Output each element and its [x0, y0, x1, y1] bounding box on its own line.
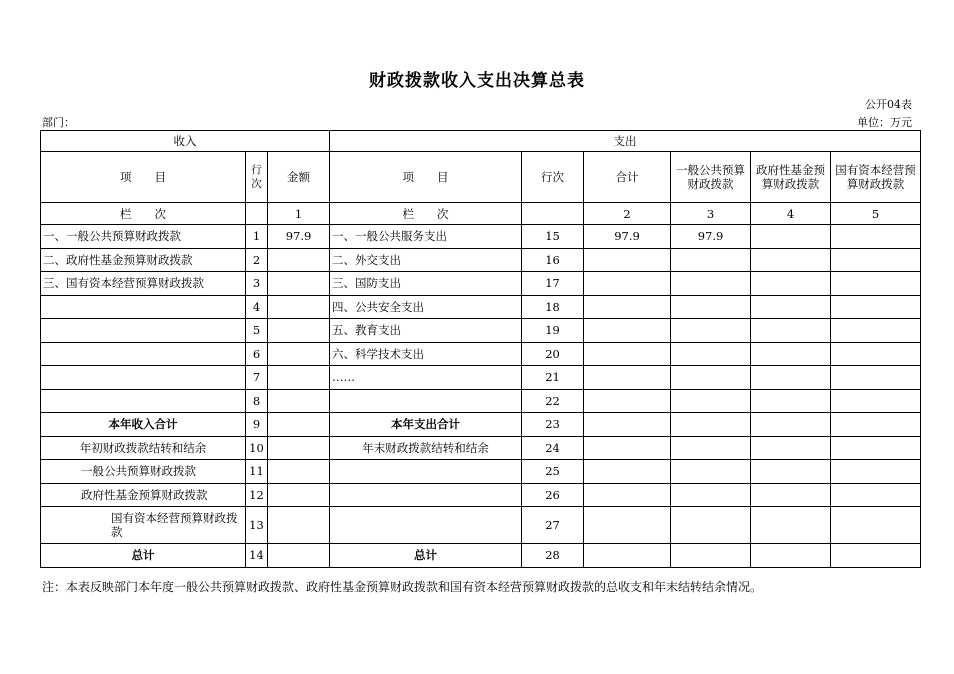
general-budget-cell — [671, 342, 751, 366]
total-header: 合计 — [584, 152, 671, 203]
income-item-cell — [41, 342, 246, 366]
amount-header: 金额 — [268, 152, 330, 203]
general-budget-cell — [671, 460, 751, 484]
state-capital-cell — [831, 483, 921, 507]
gov-fund-cell — [751, 342, 831, 366]
state-capital-header: 国有资本经营预算财政拨款 — [831, 152, 921, 203]
income-row-no-cell: 9 — [246, 413, 268, 437]
gov-fund-cell — [751, 544, 831, 568]
lanci-col-5: 5 — [831, 203, 921, 225]
income-item-cell: 三、国有资本经营预算财政拨款 — [41, 272, 246, 296]
state-capital-cell — [831, 295, 921, 319]
income-item-cell: 一般公共预算财政拨款 — [41, 460, 246, 484]
income-amount-cell — [268, 248, 330, 272]
income-amount-cell — [268, 366, 330, 390]
expense-row-no-cell: 22 — [522, 389, 584, 413]
income-row-no-cell: 6 — [246, 342, 268, 366]
general-budget-cell — [671, 436, 751, 460]
income-amount-cell — [268, 389, 330, 413]
income-row-no-cell: 2 — [246, 248, 268, 272]
expense-item-cell — [330, 389, 522, 413]
state-capital-cell — [831, 319, 921, 343]
gov-fund-cell — [751, 248, 831, 272]
expense-row-no-header: 行次 — [522, 152, 584, 203]
general-budget-cell — [671, 319, 751, 343]
expense-row-no-cell: 19 — [522, 319, 584, 343]
expense-item-cell: 一、一般公共服务支出 — [330, 225, 522, 249]
general-budget-cell — [671, 507, 751, 544]
state-capital-cell — [831, 272, 921, 296]
expense-row-no-cell: 26 — [522, 483, 584, 507]
income-row-no-cell: 5 — [246, 319, 268, 343]
expense-row-no-cell: 25 — [522, 460, 584, 484]
expense-total-cell — [584, 248, 671, 272]
state-capital-cell — [831, 389, 921, 413]
income-amount-cell — [268, 436, 330, 460]
page-title: 财政拨款收入支出决算总表 — [369, 71, 585, 91]
income-item-cell: 二、政府性基金预算财政拨款 — [41, 248, 246, 272]
state-capital-cell — [831, 507, 921, 544]
income-item-cell — [41, 319, 246, 343]
income-row-no-cell: 4 — [246, 295, 268, 319]
income-row-no-cell: 7 — [246, 366, 268, 390]
lanci-col-2: 2 — [584, 203, 671, 225]
lanci-empty-1 — [246, 203, 268, 225]
state-capital-cell — [831, 248, 921, 272]
lanci-col-3: 3 — [671, 203, 751, 225]
lanci-label-expense: 栏 次 — [330, 203, 522, 225]
expense-total-cell — [584, 544, 671, 568]
income-amount-cell — [268, 295, 330, 319]
general-budget-cell — [671, 295, 751, 319]
income-item-cell — [41, 295, 246, 319]
expense-total-cell — [584, 295, 671, 319]
expense-item-cell — [330, 507, 522, 544]
expense-item-cell: 六、科学技术支出 — [330, 342, 522, 366]
expense-item-header: 项 目 — [330, 152, 522, 203]
income-row-no-cell: 8 — [246, 389, 268, 413]
table-row — [41, 436, 921, 460]
header-row-columns — [41, 152, 921, 203]
budget-summary-table — [40, 130, 921, 568]
expense-row-no-cell: 18 — [522, 295, 584, 319]
income-item-cell: 本年收入合计 — [41, 413, 246, 437]
expense-row-no-cell: 16 — [522, 248, 584, 272]
expense-item-cell — [330, 460, 522, 484]
table-number: 公开04表 — [865, 98, 912, 111]
income-item-cell: 年初财政拨款结转和结余 — [41, 436, 246, 460]
income-amount-cell — [268, 544, 330, 568]
gov-fund-cell — [751, 225, 831, 249]
gov-fund-cell — [751, 295, 831, 319]
expense-item-cell: 三、国防支出 — [330, 272, 522, 296]
income-amount-cell — [268, 272, 330, 296]
general-budget-cell: 97.9 — [671, 225, 751, 249]
expense-row-no-cell: 28 — [522, 544, 584, 568]
gov-fund-cell — [751, 366, 831, 390]
state-capital-cell — [831, 544, 921, 568]
income-amount-cell — [268, 413, 330, 437]
expense-row-no-cell: 21 — [522, 366, 584, 390]
income-item-header: 项 目 — [41, 152, 246, 203]
gov-fund-cell — [751, 460, 831, 484]
income-amount-cell — [268, 319, 330, 343]
gov-fund-cell — [751, 413, 831, 437]
gov-fund-header: 政府性基金预算财政拨款 — [751, 152, 831, 203]
state-capital-cell — [831, 413, 921, 437]
footnote: 注：本表反映部门本年度一般公共预算财政拨款、政府性基金预算财政拨款和国有资本经营预算财政拨款的总收支和年末结转结余情况。 — [42, 580, 763, 594]
table-row — [41, 248, 921, 272]
expense-total-cell — [584, 413, 671, 437]
lanci-col-4: 4 — [751, 203, 831, 225]
income-item-cell: 一、一般公共预算财政拨款 — [41, 225, 246, 249]
expense-row-no-cell: 24 — [522, 436, 584, 460]
income-item-cell: 国有资本经营预算财政拨款 — [41, 507, 246, 544]
state-capital-cell — [831, 342, 921, 366]
gov-fund-cell — [751, 319, 831, 343]
income-row-no-cell: 11 — [246, 460, 268, 484]
table-row — [41, 413, 921, 437]
table-row — [41, 225, 921, 249]
income-amount-cell — [268, 483, 330, 507]
state-capital-cell — [831, 366, 921, 390]
gov-fund-cell — [751, 436, 831, 460]
gov-fund-cell — [751, 389, 831, 413]
expense-total-cell: 97.9 — [584, 225, 671, 249]
income-row-no-cell: 3 — [246, 272, 268, 296]
income-amount-cell — [268, 460, 330, 484]
income-amount-cell: 97.9 — [268, 225, 330, 249]
income-row-no-cell: 13 — [246, 507, 268, 544]
lanci-label-income: 栏 次 — [41, 203, 246, 225]
expense-item-cell — [330, 483, 522, 507]
expense-item-cell: 年末财政拨款结转和结余 — [330, 436, 522, 460]
income-row-no-header: 行次 — [246, 152, 268, 203]
table-row — [41, 272, 921, 296]
lanci-col-1: 1 — [268, 203, 330, 225]
expense-row-no-cell: 17 — [522, 272, 584, 296]
expense-total-cell — [584, 436, 671, 460]
general-budget-cell — [671, 389, 751, 413]
general-budget-cell — [671, 248, 751, 272]
general-budget-cell — [671, 272, 751, 296]
expense-total-cell — [584, 389, 671, 413]
expense-total-cell — [584, 272, 671, 296]
income-item-cell — [41, 366, 246, 390]
lanci-empty-2 — [522, 203, 584, 225]
expense-total-cell — [584, 342, 671, 366]
table-row — [41, 389, 921, 413]
general-budget-header: 一般公共预算财政拨款 — [671, 152, 751, 203]
expense-row-no-cell: 15 — [522, 225, 584, 249]
income-row-no-cell: 10 — [246, 436, 268, 460]
general-budget-cell — [671, 413, 751, 437]
expense-row-no-cell: 23 — [522, 413, 584, 437]
expense-header: 支出 — [330, 131, 921, 152]
table-row — [41, 366, 921, 390]
state-capital-cell — [831, 460, 921, 484]
expense-total-cell — [584, 319, 671, 343]
table-row — [41, 319, 921, 343]
income-item-cell: 政府性基金预算财政拨款 — [41, 483, 246, 507]
expense-row-no-cell: 20 — [522, 342, 584, 366]
expense-total-cell — [584, 366, 671, 390]
expense-total-cell — [584, 460, 671, 484]
gov-fund-cell — [751, 483, 831, 507]
unit-label: 单位：万元 — [857, 116, 912, 129]
header-row-sections — [41, 131, 921, 152]
table-row — [41, 544, 921, 568]
state-capital-cell — [831, 436, 921, 460]
table-row — [41, 507, 921, 544]
expense-row-no-cell: 27 — [522, 507, 584, 544]
expense-total-cell — [584, 483, 671, 507]
expense-item-cell: …… — [330, 366, 522, 390]
state-capital-cell — [831, 225, 921, 249]
column-index-row — [41, 203, 921, 225]
table-row — [41, 483, 921, 507]
expense-item-cell: 总计 — [330, 544, 522, 568]
general-budget-cell — [671, 544, 751, 568]
table-row — [41, 460, 921, 484]
expense-item-cell: 本年支出合计 — [330, 413, 522, 437]
department-label: 部门： — [42, 116, 75, 129]
income-item-cell: 总计 — [41, 544, 246, 568]
expense-total-cell — [584, 507, 671, 544]
gov-fund-cell — [751, 507, 831, 544]
income-amount-cell — [268, 507, 330, 544]
income-row-no-cell: 14 — [246, 544, 268, 568]
general-budget-cell — [671, 483, 751, 507]
expense-item-cell: 四、公共安全支出 — [330, 295, 522, 319]
table-row — [41, 342, 921, 366]
income-row-no-cell: 12 — [246, 483, 268, 507]
gov-fund-cell — [751, 272, 831, 296]
income-row-no-cell: 1 — [246, 225, 268, 249]
expense-item-cell: 五、教育支出 — [330, 319, 522, 343]
income-item-cell — [41, 389, 246, 413]
expense-item-cell: 二、外交支出 — [330, 248, 522, 272]
income-amount-cell — [268, 342, 330, 366]
income-header: 收入 — [41, 131, 330, 152]
table-row — [41, 295, 921, 319]
general-budget-cell — [671, 366, 751, 390]
